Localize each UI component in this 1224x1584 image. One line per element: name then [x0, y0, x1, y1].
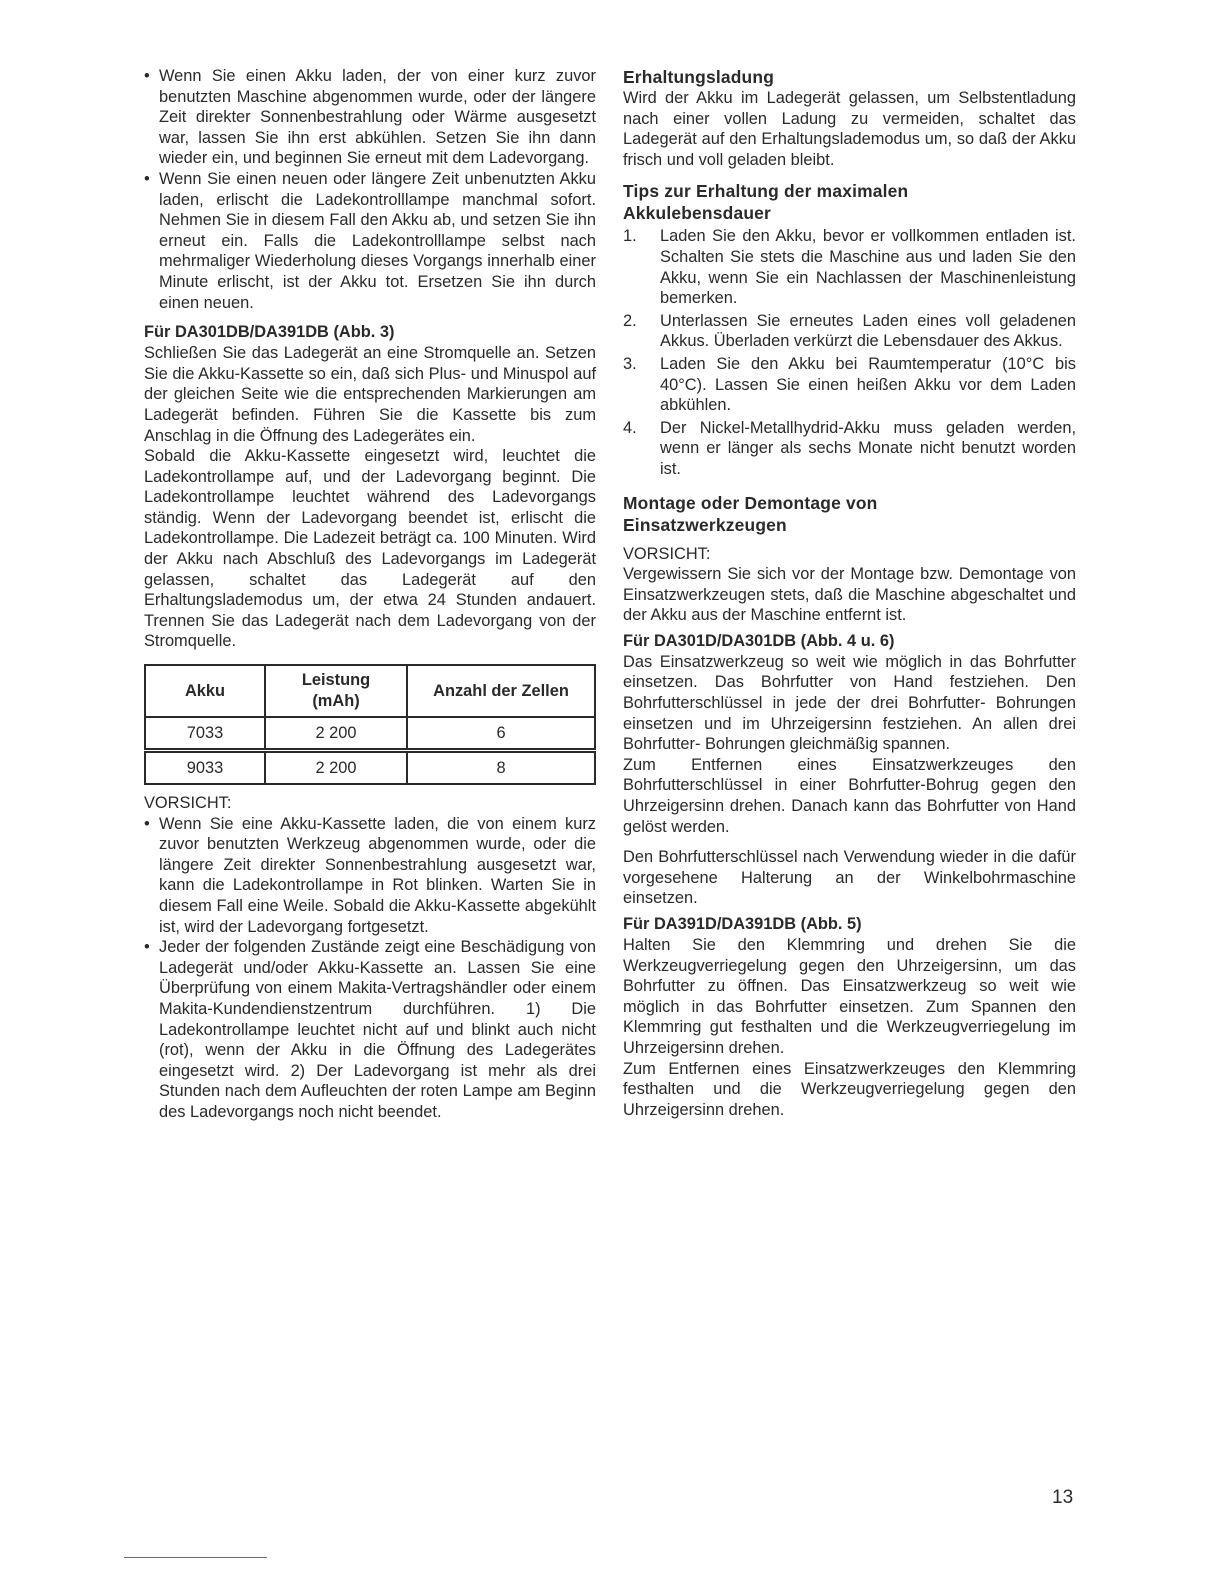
section-subheading-da301d: Für DA301D/DA301DB (Abb. 4 u. 6)	[623, 631, 895, 650]
list-text: Laden Sie den Akku bei Raumtemperatur (10°C bis 40°C). Lassen Sie einen heißen Akku vor dem Laden abkühlen.	[660, 354, 1076, 415]
list-text: Der Nickel-Metallhydrid-Akku muss geladen werden, wenn er länger als sechs Monate nicht benutzt worden ist.	[660, 418, 1076, 478]
table-cell: 2 200	[265, 752, 407, 784]
section-subheading-da391d: Für DA391D/DA391DB (Abb. 5)	[623, 915, 862, 933]
list-item	[623, 354, 1076, 416]
table-header-zellen: Anzahl der Zellen	[407, 665, 595, 717]
paragraph-erhaltungsladung: Wird der Akku im Ladegerät gelassen, um Selbstentladung nach einer vollen Ladung zu vermeiden, schaltet das Ladegerät auf den Erhaltungslademodus um, so daß der Akku frisch und voll geladen bleibt.	[623, 89, 1076, 169]
list-item: • Jeder der folgenden Zustände zeigt eine Beschädigung von Ladegerät und/oder Akku-Kassette an. Lassen Sie eine Überprüfung von einem Makita-Vertragshändler oder einem Makita-Kundendienstzentrum durchführen. 1) Die Ladekontrollampe leuchtet nicht auf und blinkt auch nicht (rot), wenn der Akku in die Öffnung des Ladegerätes eingesetzt wird. 2) Der Ladevorgang ist mehr als drei Stunden nach dem Aufleuchten der roten Lampe am Beginn des Ladevorgangs noch nicht beendet.	[144, 937, 596, 1122]
table-cell: 8	[407, 752, 595, 784]
table-header-leistung-text: Leistung (mAh)	[301, 671, 371, 711]
list-item	[623, 311, 1076, 352]
table-header-akku: Akku	[145, 665, 265, 717]
table-header-row	[145, 665, 595, 717]
table-cell: 7033	[145, 717, 265, 749]
list-number: 2.	[623, 311, 637, 330]
paragraph-da391-remove: Zum Entfernen eines Einsatzwerkzeuges den Klemmring festhalten und die Werkzeugverriegelung gegen den Uhrzeigersinn drehen.	[623, 1059, 1076, 1119]
list-text: Laden Sie den Akku, bevor er vollkommen entladen ist. Schalten Sie stets die Maschine aus und laden Sie den Akku, wenn Sie ein Nachlassen der Maschinenleistung bemerken.	[660, 227, 1076, 308]
list-number: 3.	[623, 354, 637, 373]
list-item: • Wenn Sie einen neuen oder längere Zeit unbenutzten Akku laden, erlischt die Ladekontrolllampe manchmal sofort. Nehmen Sie in diesem Fall den Akku ab, und setzen Sie ihn erneut ein. Falls die Ladekontrolllampe selbst nach mehrmaliger Wiederholung dieses Vorgangs innerhalb einer Minute erlischt, ist der Akku tot. Ersetzen Sie ihn durch einen neuen.	[144, 169, 596, 313]
left-column	[144, 66, 596, 1123]
paragraph-da301-key-storage: Den Bohrfutterschlüssel nach Verwendung wieder in die dafür vorgesehene Halterung an der Winkelbohrmaschine einsetzen.	[623, 848, 1076, 908]
section-heading-erhaltungsladung: Erhaltungsladung	[623, 67, 775, 87]
table-header-leistung	[265, 665, 407, 717]
list-number: 1.	[623, 227, 637, 246]
paragraph-charging-process: Sobald die Akku-Kassette eingesetzt wird, leuchtet die Ladekontrollampe auf, und der Ladevorgang beginnt. Die Ladekontrollampe leuchtet während des Ladevorgangs ständig. Wenn der Ladevorgang beendet ist, erlischt die Ladekontrollampe. Die Ladezeit beträgt ca. 100 Minuten. Wird der Akku nach Abschluß des Ladevorgangs im Ladegerät gelassen, schaltet das Ladegerät auf den Erhaltungslademodus um, der etwa 24 Stunden andauert. Trennen Sie das Ladegerät nach dem Ladevorgang von der Stromquelle.	[144, 447, 596, 651]
section-heading-tips: Tips zur Erhaltung der maximalen Akkulebensdauer	[623, 181, 909, 224]
list-text: Unterlassen Sie erneutes Laden eines voll geladenen Akkus. Überladen verkürzt die Lebensdauer des Akkus.	[660, 311, 1076, 351]
table-row	[145, 717, 595, 749]
list-item: • Wenn Sie eine Akku-Kassette laden, die von einem kurz zuvor benutzten Werkzeug abgenommen wurde, oder die längere Zeit direkter Sonnenbestrahlung ausgesetzt war, kann die Ladekontrollampe in Rot blinken. Warten Sie in diesem Fall eine Weile. Sobald die Akku-Kassette abgekühlt ist, wird der Ladevorgang fortgesetzt.	[144, 814, 596, 938]
section-subheading-da301db-da391db: Für DA301DB/DA391DB (Abb. 3)	[144, 323, 395, 342]
section-heading-montage: Montage oder Demontage von Einsatzwerkzeugen	[623, 492, 878, 535]
page-number: 13	[1052, 1487, 1074, 1508]
paragraph-connect-charger: Schließen Sie das Ladegerät an eine Stromquelle an. Setzen Sie die Akku-Kassette so ein, daß sich Plus- und Minuspol auf der gleichen Seite wie die entsprechenden Markierungen am Ladegerät befinden. Führen Sie die Kassette bis zum Anschlag in die Öffnung des Ladegerätes ein.	[144, 344, 596, 445]
caution-list	[144, 814, 596, 1123]
table-cell: 6	[407, 717, 595, 749]
list-item	[623, 418, 1076, 480]
charging-notes-list	[144, 66, 596, 313]
footer-rule	[124, 1557, 267, 1558]
table-row	[145, 752, 595, 784]
battery-spec-table	[144, 664, 596, 785]
right-column	[623, 66, 1076, 1120]
list-item	[623, 226, 1076, 308]
list-item: • Wenn Sie einen Akku laden, der von einer kurz zuvor benutzten Maschine abgenommen wurde, oder der längere Zeit direkter Sonnenbestrahlung oder Wärme ausgesetzt war, lassen Sie ihn erst abkühlen. Setzen Sie ihn dann wieder ein, und beginnen Sie erneut mit dem Ladevorgang.	[144, 66, 596, 169]
paragraph-caution: Vergewissern Sie sich vor der Montage bzw. Demontage von Einsatzwerkzeugen stets, daß die Maschine abgeschaltet und der Akku aus der Maschine entfernt ist.	[623, 565, 1076, 625]
table-cell: 9033	[145, 752, 265, 784]
paragraph-da301-remove: Zum Entfernen eines Einsatzwerkzeuges den Bohrfutterschlüssel in einer Bohrfutter-Bohrug gegen den Uhrzeigersinn drehen. Danach kann das Bohrfutter von Hand gelöst werden.	[623, 755, 1076, 836]
caution-label: VORSICHT:	[623, 544, 711, 563]
tips-list	[623, 226, 1076, 479]
paragraph-da301-insert: Das Einsatzwerkzeug so weit wie möglich in das Bohrfutter einsetzen. Das Bohrfutter von Hand festziehen. Den Bohrfutterschlüssel in jede der drei Bohrfutter- Bohrungen einsetzen und im Uhrzeigersinn festziehen. An allen drei Bohrfutter- Bohrungen gleichmäßig spannen.	[623, 652, 1076, 754]
paragraph-da391-insert: Halten Sie den Klemmring und drehen Sie die Werkzeugverriegelung gegen den Uhrzeigersinn, um das Bohrfutter zu öffnen. Das Einsatzwerkzeug so weit wie möglich in das Bohrfutter einsetzen. Zum Spannen den Klemmring gut festhalten und die Werkzeugverriegelung im Uhrzeigersinn drehen.	[623, 936, 1076, 1057]
list-number: 4.	[623, 418, 637, 437]
caution-label: VORSICHT:	[144, 794, 232, 813]
table-cell: 2 200	[265, 717, 407, 749]
